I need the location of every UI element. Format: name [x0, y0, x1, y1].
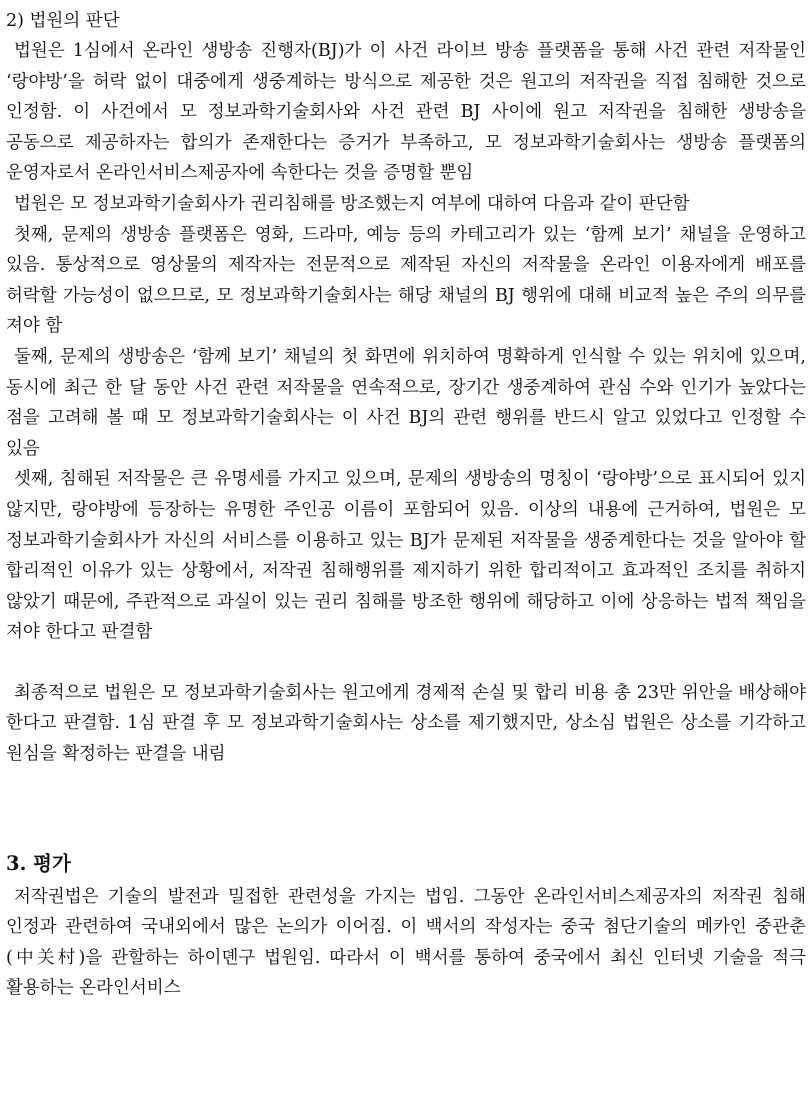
subsection-heading: 2) 법원의 판단 [6, 11, 120, 31]
paragraph-first-instance: 법원은 1심에서 온라인 생방송 진행자(BJ)가 이 사건 라이브 방송 플랫폼을 통해 사건 관련 저작물인 ‘랑야방’을 허락 없이 대중에게 생중계하는 방식으로 제공한 것은 원고의 저작권을 직접 침해한 것으로 인정함. 이 사건에서 모 정보과학기술회사와 사건 관련 BJ 사이에 원고 저작권을 침해한 생방송을 공동으로 제공하자는 합의가 존재한다는 증거가 부족하고, 모 정보과학기술회사는 생방송 플랫폼의 운영자로서 온라인서비스제공자에 속한다는 것을 증명할 뿐임 [6, 41, 806, 184]
paragraph-final-ruling: 최종적으로 법원은 모 정보과학기술회사는 원고에게 경제적 손실 및 합리 비용 총 23만 위안을 배상해야 한다고 판결함. 1심 판결 후 모 정보과학기술회사는 상소를 제기했지만, 상소심 법원은 상소를 기각하고 원심을 확정하는 판결을 내림 [6, 682, 806, 765]
paragraph-reason-third: 셋째, 침해된 저작물은 큰 유명세를 가지고 있으며, 문제의 생방송의 명칭이 ‘랑야방’으로 표시되어 있지 않지만, 랑야방에 등장하는 유명한 주인공 이름이 포함되어 있음. 이상의 내용에 근거하여, 법원은 모 정보과학기술회사가 자신의 서비스를 이용하고 있는 BJ가 문제된 저작물을 생중계한다는 것을 알아야 할 합리적인 이유가 있는 상황에서, 저작권 침해행위를 제지하기 위한 합리적이고 효과적인 조치를 취하지 않았기 때문에, 주관적으로 과실이 있는 권리 침해를 방조한 행위에 해당하고 이에 상응하는 법적 책임을 져야 한다고 판결함 [6, 469, 806, 643]
paragraph-court-judgment-intro: 법원은 모 정보과학기술회사가 권리침해를 방조했는지 여부에 대하여 다음과 같이 판단함 [14, 193, 690, 214]
paragraph-reason-first: 첫째, 문제의 생방송 플랫폼은 영화, 드라마, 예능 등의 카테고리가 있는 ‘함께 보기’ 채널을 운영하고 있음. 통상적으로 영상물의 제작자는 전문적으로 제작된 자신의 저작물을 온라인 이용자에게 배포를 허락할 가능성이 없으므로, 모 정보과학기술회사는 해당 채널의 BJ 행위에 대해 비교적 높은 주의 의무를 져야 함 [6, 224, 806, 337]
section-spacer [6, 770, 806, 848]
paragraph-spacer [6, 648, 806, 678]
document-page [6, 6, 806, 1004]
section-heading: 3. 평가 [6, 851, 71, 875]
paragraph-evaluation: 저작권법은 기술의 발전과 밀접한 관련성을 가지는 법임. 그동안 온라인서비스제공자의 저작권 침해 인정과 관련하여 국내외에서 많은 논의가 이어짐. 이 백서의 작성자는 중국 첨단기술의 메카인 중관춘(中关村)을 관할하는 하이뎬구 법원임. 따라서 이 백서를 통하여 중국에서 최신 인터넷 기술을 적극 활용하는 온라인서비스 [6, 886, 806, 999]
paragraph-reason-second: 둘째, 문제의 생방송은 ‘함께 보기’ 채널의 첫 화면에 위치하여 명확하게 인식할 수 있는 위치에 있으며, 동시에 최근 한 달 동안 사건 관련 저작물을 연속적으로, 장기간 생중계하여 관심 수와 인기가 높았다는 점을 고려해 볼 때 모 정보과학기술회사는 이 사건 BJ의 관련 행위를 반드시 알고 있었다고 인정할 수 있음 [6, 346, 806, 459]
